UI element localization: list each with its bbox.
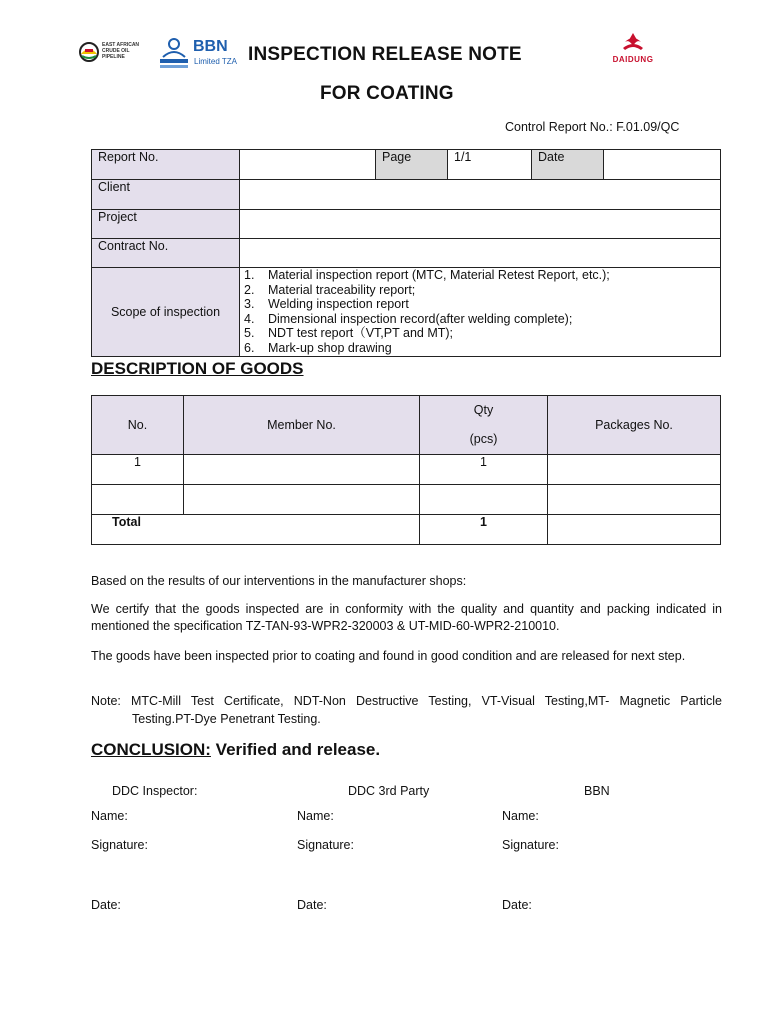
total-packages (548, 515, 721, 545)
col-no-header: No. (92, 396, 184, 455)
eacop-logo-line-2: CRUDE OIL (102, 48, 130, 54)
row-no: 1 (92, 455, 184, 485)
scope-item: 3. Welding inspection report (244, 297, 409, 312)
row-packages (548, 455, 721, 485)
date-value (604, 150, 721, 180)
info-table (91, 149, 721, 357)
inspector-signature-label: Signature: (91, 838, 148, 852)
ddc-inspector-title: DDC Inspector: (112, 784, 198, 798)
scope-item: 6. Mark-up shop drawing (244, 340, 392, 355)
date-label: Date (532, 150, 604, 180)
contract-no-value (240, 239, 721, 268)
client-value (240, 180, 721, 210)
note-line-2: Testing.PT-Dye Penetrant Testing. (132, 712, 321, 726)
row-no (92, 485, 184, 515)
report-no-label: Report No. (92, 150, 240, 180)
daidung-logo (608, 32, 658, 66)
scope-item: 5. NDT test report（VT,PT and MT); (244, 326, 454, 341)
daidung-logo-icon (621, 32, 645, 52)
eacop-logo-line-3: PIPELINE (102, 54, 125, 60)
intro-paragraph: Based on the results of our interventions in the manufacturer shops: (91, 574, 467, 588)
bbn-name-label: Name: (502, 809, 539, 823)
bbn-logo (157, 37, 237, 71)
document-subtitle: FOR COATING (320, 83, 454, 104)
eacop-logo (78, 40, 146, 70)
third-party-name-label: Name: (297, 809, 334, 823)
total-qty: 1 (420, 515, 548, 545)
col-qty-line-1: Qty (473, 403, 494, 417)
daidung-logo-text: DAIDUNG (612, 55, 654, 64)
row-member (184, 485, 420, 515)
total-label: Total (92, 515, 420, 545)
project-label: Project (92, 210, 240, 239)
bbn-logo-sub: Limited TZA (194, 57, 237, 66)
col-qty-header (420, 396, 548, 455)
client-label: Client (92, 180, 240, 210)
col-packages-header: Packages No. (548, 396, 721, 455)
scope-item: 1. Material inspection report (MTC, Material Retest Report, etc.); (244, 268, 610, 282)
conclusion (91, 740, 380, 760)
row-qty: 1 (420, 455, 548, 485)
col-member-header: Member No. (184, 396, 420, 455)
control-report-number: Control Report No.: F.01.09/QC (505, 120, 680, 134)
contract-no-label: Contract No. (92, 239, 240, 268)
conclusion-label: CONCLUSION: (91, 740, 211, 759)
eacop-logo-line-1: EAST AFRICAN (102, 42, 140, 48)
page-label: Page (376, 150, 448, 180)
ddc-third-party-title: DDC 3rd Party (348, 784, 430, 798)
note-line-1: Note: MTC-Mill Test Certificate, NDT-Non Destructive Testing, VT-Visual Testing,MT- Magnetic Particle (91, 694, 722, 708)
total-row (92, 515, 721, 545)
inspector-name-label: Name: (91, 809, 128, 823)
certification-paragraph: We certify that the goods inspected are in conformity with the quality and quantity and packing indicated in mentioned the specification TZ-TAN-93-WPR2-320003 & UT-MID-60-WPR2-210010. (91, 602, 722, 633)
scope-item: 4. Dimensional inspection record(after welding complete); (244, 311, 573, 326)
scope-value (240, 268, 721, 357)
goods-table (91, 395, 721, 545)
bbn-signature-label: Signature: (502, 838, 559, 852)
bbn-title: BBN (584, 784, 610, 798)
document-title: INSPECTION RELEASE NOTE (248, 44, 522, 65)
col-qty-line-2: (pcs) (469, 432, 498, 446)
third-party-date-label: Date: (297, 898, 327, 912)
row-qty (420, 485, 548, 515)
scope-list (244, 268, 716, 356)
conclusion-text: Verified and release. (210, 740, 381, 759)
row-packages (548, 485, 721, 515)
project-value (240, 210, 721, 239)
page-value: 1/1 (448, 150, 532, 180)
table-row (92, 455, 721, 485)
scope-item: 2. Material traceability report; (244, 282, 416, 297)
bbn-date-label: Date: (502, 898, 532, 912)
report-no-value (240, 150, 376, 180)
bbn-logo-brand: BBN (193, 38, 228, 55)
bbn-logo-icon (157, 37, 191, 71)
release-paragraph: The goods have been inspected prior to coating and found in good condition and are released for next step. (91, 649, 686, 663)
inspector-date-label: Date: (91, 898, 121, 912)
goods-heading: DESCRIPTION OF GOODS (91, 359, 304, 378)
third-party-signature-label: Signature: (297, 838, 354, 852)
table-row (92, 485, 721, 515)
row-member (184, 455, 420, 485)
scope-label: Scope of inspection (92, 268, 240, 357)
